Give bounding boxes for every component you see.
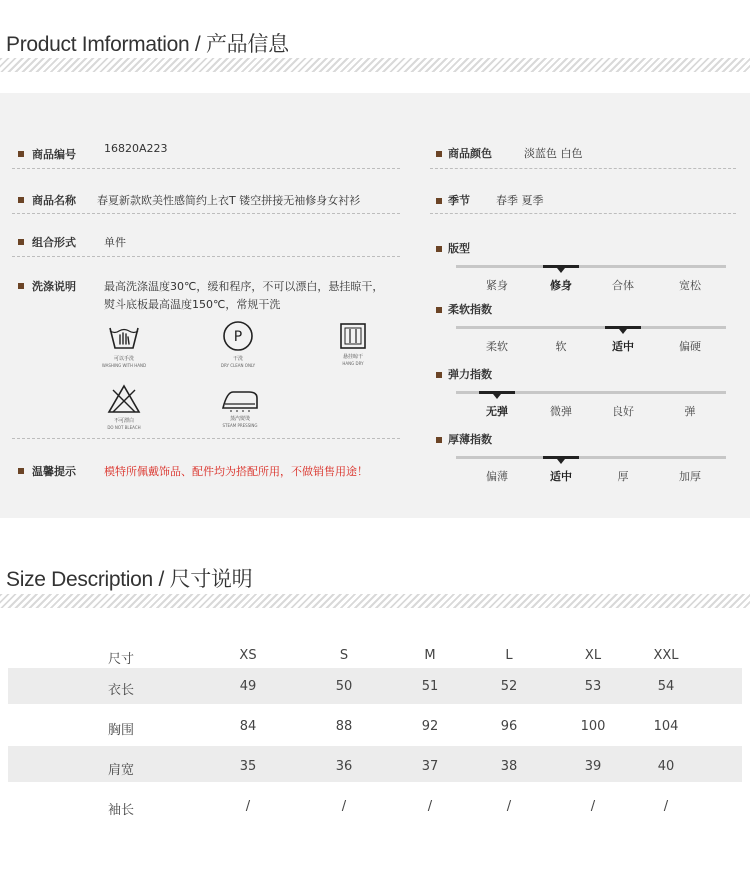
field-label: 商品名称: [32, 194, 76, 207]
care-caption-en: STEAM PRESSING: [222, 423, 258, 428]
care-caption: 不可漂白: [113, 418, 134, 424]
scale-option: 无弹: [486, 405, 508, 418]
table-cell: 49: [239, 679, 257, 694]
scale-marker: [543, 265, 579, 268]
bullet-icon: [18, 151, 24, 157]
table-cell: 92: [421, 719, 439, 734]
care-caption-en: HANG DRY: [342, 361, 364, 366]
scale-option: 适中: [612, 340, 634, 353]
divider: [430, 213, 736, 214]
size-header-cell: L: [505, 648, 513, 663]
size-header-cell: XL: [584, 648, 602, 663]
field-value: 单件: [104, 236, 126, 249]
table-cell: 38: [500, 759, 518, 774]
divider: [430, 168, 736, 169]
scale-option: 偏硬: [679, 340, 701, 353]
bullet-icon: [18, 197, 24, 203]
scale-label: 版型: [448, 242, 470, 255]
scale-option: 修身: [550, 279, 572, 292]
table-cell: 52: [500, 679, 518, 694]
table-cell: /: [245, 799, 251, 814]
no-bleach-icon: [107, 384, 141, 414]
divider: [12, 256, 400, 257]
care-caption: 悬挂晾干: [342, 354, 363, 360]
scale-option: 柔软: [486, 340, 508, 353]
field-value-line1: 最高洗涤温度30℃，缓和程序，不可以漂白，悬挂晾干，: [104, 280, 384, 293]
scale-track: [456, 456, 726, 459]
scale-label: 柔软指数: [448, 303, 492, 316]
hatch-divider: [0, 594, 750, 608]
bullet-icon: [18, 239, 24, 245]
hang-dry-icon: [339, 322, 367, 350]
row-label: 胸围: [108, 723, 135, 738]
svg-text:P: P: [233, 329, 243, 345]
table-cell: 53: [584, 679, 602, 694]
table-cell: /: [590, 799, 596, 814]
scale-marker: [605, 326, 641, 329]
scale-option: 良好: [612, 405, 634, 418]
row-label: 衣长: [108, 683, 135, 698]
scale-option: 合体: [612, 279, 634, 292]
table-cell: 50: [335, 679, 353, 694]
scale-option: 微弹: [550, 405, 572, 418]
scale-label: 弹力指数: [448, 368, 492, 381]
care-caption-en: DRY CLEAN ONLY: [220, 363, 256, 368]
dry-clean-icon: [221, 320, 255, 352]
scale-option: 加厚: [679, 470, 701, 483]
table-cell: 37: [421, 759, 439, 774]
bullet-icon: [18, 468, 24, 474]
hatch-divider: [0, 58, 750, 72]
care-caption-en: DO NOT BLEACH: [107, 425, 141, 430]
field-value: 16820A223: [104, 142, 168, 155]
size-header-label: 尺寸: [108, 652, 135, 667]
scale-track: [456, 265, 726, 268]
product-info-title: Product Imformation / 产品信息: [6, 33, 289, 56]
scale-marker: [479, 391, 515, 394]
table-cell: /: [427, 799, 433, 814]
care-steam-iron: [210, 386, 270, 428]
field-label: 季节: [448, 194, 470, 207]
field-label: 商品颜色: [448, 147, 492, 160]
field-value-line2: 熨斗底板最高温度150℃，常规干洗: [104, 298, 281, 311]
table-cell: 88: [335, 719, 353, 734]
row-label: 肩宽: [108, 763, 135, 778]
bullet-icon: [436, 437, 442, 443]
size-header-cell: XS: [239, 648, 257, 663]
care-caption-en: WASHING WITH HAND: [101, 363, 147, 368]
size-header-cell: S: [339, 648, 349, 663]
scale-option: 适中: [550, 470, 572, 483]
notice-text: 模特所佩戴饰品、配件均为搭配所用，不做销售用途！: [104, 465, 368, 478]
table-cell: 100: [580, 719, 606, 734]
scale-label: 厚薄指数: [448, 433, 492, 446]
table-cell: /: [663, 799, 669, 814]
row-label: 袖长: [108, 803, 135, 818]
table-cell: 51: [421, 679, 439, 694]
table-cell: 96: [500, 719, 518, 734]
table-cell: 40: [657, 759, 675, 774]
field-value: 淡蓝色 白色: [524, 147, 583, 160]
hand-wash-icon: [107, 322, 141, 352]
size-section-title: Size Description / 尺寸说明: [6, 568, 253, 591]
table-cell: 39: [584, 759, 602, 774]
divider: [12, 213, 400, 214]
care-hand-wash: [96, 322, 152, 368]
field-label: 组合形式: [32, 236, 76, 249]
bullet-icon: [436, 246, 442, 252]
scale-option: 软: [555, 340, 567, 353]
bullet-icon: [436, 151, 442, 157]
steam-iron-icon: [219, 386, 261, 412]
table-cell: 35: [239, 759, 257, 774]
scale-option: 偏薄: [486, 470, 508, 483]
care-no-bleach: [96, 384, 152, 430]
table-cell: 36: [335, 759, 353, 774]
table-cell: 104: [653, 719, 679, 734]
bullet-icon: [436, 372, 442, 378]
table-cell: 54: [657, 679, 675, 694]
field-label: 洗涤说明: [32, 280, 76, 293]
bullet-icon: [18, 283, 24, 289]
table-cell: /: [341, 799, 347, 814]
care-caption: 干洗: [232, 356, 243, 362]
size-header-cell: XXL: [653, 648, 679, 663]
scale-option: 弹: [684, 405, 696, 418]
care-dry-clean: [210, 320, 266, 368]
scale-option: 宽松: [679, 279, 701, 292]
divider: [12, 168, 400, 169]
scale-marker: [543, 456, 579, 459]
scale-option: 厚: [617, 470, 629, 483]
scale-option: 紧身: [486, 279, 508, 292]
bullet-icon: [436, 307, 442, 313]
bullet-icon: [436, 198, 442, 204]
care-hang-dry: [326, 322, 380, 366]
field-value: 春夏新款欧美性感简约上衣T 镂空拼接无袖修身女衬衫: [97, 194, 361, 207]
scale-track: [456, 326, 726, 329]
field-value: 春季 夏季: [496, 194, 544, 207]
divider: [12, 438, 400, 439]
field-label: 商品编号: [32, 148, 76, 161]
table-cell: /: [506, 799, 512, 814]
care-caption: 蒸汽熨烫: [229, 416, 250, 422]
field-label: 温馨提示: [32, 465, 76, 478]
size-header-cell: M: [424, 648, 436, 663]
table-cell: 84: [239, 719, 257, 734]
care-caption: 可以手洗: [113, 356, 134, 362]
